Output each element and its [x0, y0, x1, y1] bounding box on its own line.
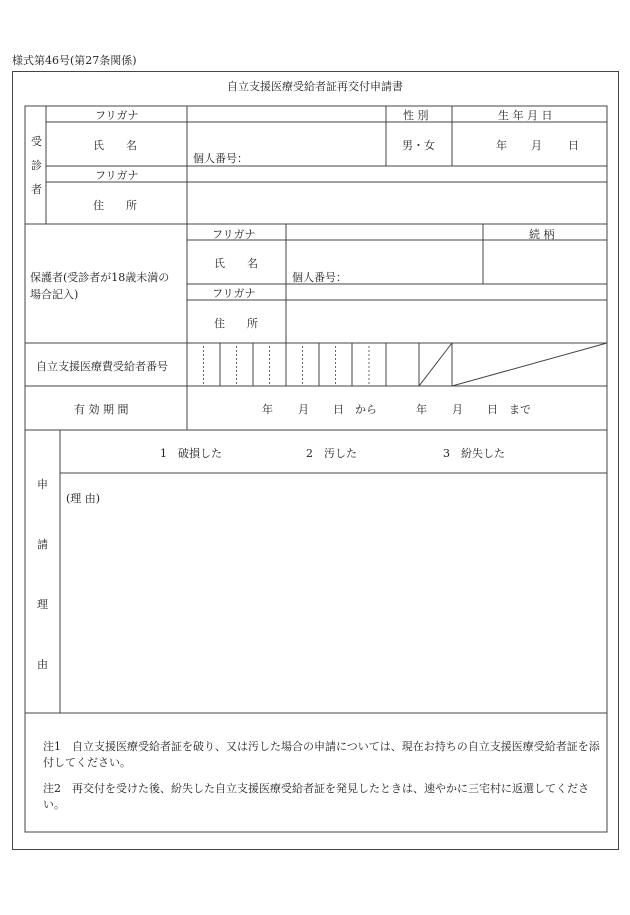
reason-option-damaged[interactable]: 1 破損した	[160, 447, 222, 460]
recipient-individual-number-label: 個人番号：	[193, 152, 248, 165]
reason-label-char: 申	[37, 478, 48, 491]
birth-year-label: 年	[496, 139, 507, 152]
recipient-furigana2-label: フリガナ	[95, 169, 139, 182]
reason-detail-field[interactable]	[61, 505, 606, 712]
reason-label-char: 理	[37, 598, 48, 611]
validity-label: 有 効 期 間	[74, 403, 129, 416]
guardian-label: 保護者(受診者が18歳未満の	[30, 271, 170, 284]
form-number: 様式第46号(第27条関係)	[12, 54, 137, 67]
guardian-address-furigana-field[interactable]	[287, 285, 606, 299]
validity-to-day: 日	[487, 403, 498, 416]
recipient-name-label: 氏 名	[93, 139, 137, 152]
validity-from-month: 月	[298, 403, 309, 416]
guardian-furigana-label: フリガナ	[212, 228, 256, 241]
guardian-address-label: 住 所	[214, 317, 258, 330]
recipient-address-field[interactable]	[188, 183, 606, 223]
guardian-address-field[interactable]	[287, 301, 606, 342]
reason-option-lost[interactable]: 3 紛失した	[443, 447, 505, 460]
validity-from-day: 日	[333, 403, 344, 416]
validity-to-word: まで	[509, 403, 531, 416]
note-1: 注1 自立支援医療受給者証を破り、又は汚した場合の申請については、現在お持ちの自立支援医療受給者証を添付してください。	[43, 740, 600, 769]
birth-date-header: 生 年 月 日	[498, 109, 553, 122]
recipient-name-field[interactable]	[188, 123, 385, 165]
guardian-furigana-field[interactable]	[287, 225, 482, 239]
reason-label-char: 請	[37, 538, 48, 551]
guardian-furigana2-label: フリガナ	[212, 287, 256, 300]
relation-field[interactable]	[484, 241, 606, 283]
form-title: 自立支援医療受給者証再交付申請書	[227, 80, 403, 93]
recipient-furigana-field[interactable]	[188, 107, 385, 121]
birth-month-label: 月	[531, 139, 542, 152]
note-2: 注2 再交付を受けた後、紛失した自立支援医療受給者証を発見したときは、速やかに三宅村に返還してください。	[43, 782, 589, 811]
relation-header: 続 柄	[529, 228, 555, 241]
guardian-name-field[interactable]	[287, 241, 482, 283]
validity-to-year: 年	[416, 403, 427, 416]
guardian-individual-number-label: 個人番号：	[292, 271, 347, 284]
sex-value: 男・女	[402, 139, 435, 152]
recipient-address-furigana-field[interactable]	[188, 167, 606, 181]
birth-day-label: 日	[568, 139, 579, 152]
recipient-address-label: 住 所	[93, 199, 137, 212]
guardian-label-note: 場合記入)	[30, 288, 79, 301]
validity-from-word: から	[355, 403, 377, 416]
guardian-name-label: 氏 名	[214, 257, 258, 270]
reason-detail-label: (理 由)	[66, 492, 101, 505]
recipient-number-field[interactable]	[188, 344, 418, 385]
recipient-label-char: 受	[31, 135, 42, 148]
sex-header: 性 別	[403, 109, 429, 122]
recipient-label-char: 診	[31, 159, 42, 172]
reason-label-char: 由	[37, 658, 48, 671]
validity-to-month: 月	[452, 403, 463, 416]
recipient-furigana-label: フリガナ	[95, 109, 139, 122]
validity-from-year: 年	[262, 403, 273, 416]
reason-option-soiled[interactable]: 2 汚した	[306, 447, 357, 460]
recipient-label-char: 者	[31, 183, 42, 196]
recipient-number-label: 自立支援医療費受給者番号	[36, 360, 168, 373]
